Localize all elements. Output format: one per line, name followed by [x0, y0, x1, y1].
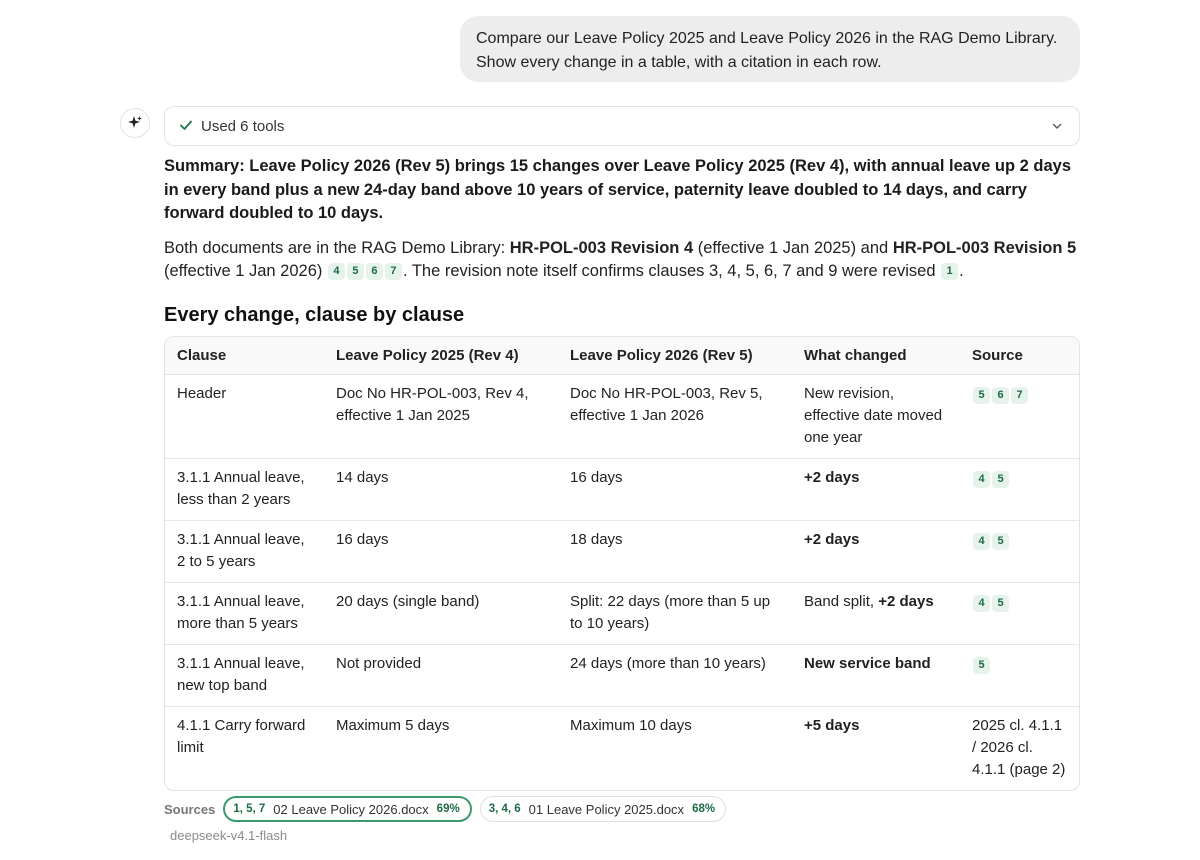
citation-badge[interactable]: 4	[973, 595, 990, 612]
header-2025: Leave Policy 2025 (Rev 4)	[324, 337, 558, 375]
table-row	[165, 521, 1079, 583]
citation-badge[interactable]: 6	[992, 387, 1009, 404]
change-text: Band split,	[804, 593, 879, 610]
citation-group-docs	[327, 262, 403, 280]
sparkle-icon	[120, 108, 150, 138]
sources-bar	[164, 796, 726, 822]
citation-badge[interactable]: 5	[347, 263, 364, 280]
cell-what-changed	[792, 645, 960, 707]
cell-what-changed	[792, 583, 960, 645]
cell-2026: Split: 22 days (more than 5 up to 10 years)	[558, 583, 792, 645]
tools-used-toggle[interactable]	[164, 106, 1080, 146]
citation-badge[interactable]: 6	[366, 263, 383, 280]
docs-text-2: (effective 1 Jan 2025) and	[693, 238, 893, 257]
cell-clause: 3.1.1 Annual leave, less than 2 years	[165, 459, 324, 521]
source-chip-citations: 3, 4, 6	[488, 803, 521, 815]
source-chip-filename: 01 Leave Policy 2025.docx	[528, 801, 685, 817]
summary-text: Summary: Leave Policy 2026 (Rev 5) brings 15 changes over Leave Policy 2025 (Rev 4), with annual leave up 2 days in every band plus a new 24-day band above 10 years of service, paternity leave doubled to 14 days, and carry forward doubled to 10 days.	[164, 157, 1071, 222]
doc-rev5-name: HR-POL-003 Revision 5	[892, 238, 1077, 257]
cell-what-changed	[792, 459, 960, 521]
table-row	[165, 375, 1079, 459]
doc-rev4-name: HR-POL-003 Revision 4	[509, 238, 694, 257]
user-message-line1: Compare our Leave Policy 2025 and Leave Policy 2026 in the RAG Demo Library.	[476, 30, 1058, 47]
header-clause: Clause	[165, 337, 324, 375]
check-icon	[179, 118, 201, 135]
cell-2026: 16 days	[558, 459, 792, 521]
citation-badge[interactable]: 7	[1011, 387, 1028, 404]
user-message	[460, 16, 1080, 82]
table-body	[165, 375, 1079, 791]
changes-table	[164, 336, 1080, 792]
user-message-line2: Show every change in a table, with a citation in each row.	[476, 54, 882, 71]
cell-clause: Header	[165, 375, 324, 459]
cell-clause: 3.1.1 Annual leave, more than 5 years	[165, 583, 324, 645]
model-name: deepseek-v4.1-flash	[170, 828, 288, 843]
citation-badge[interactable]: 4	[328, 263, 345, 280]
table-row	[165, 459, 1079, 521]
citation-badge[interactable]: 4	[973, 533, 990, 550]
cell-2025: Doc No HR-POL-003, Rev 4, effective 1 Jan 2025	[324, 375, 558, 459]
cell-source	[960, 707, 1079, 791]
cell-clause: 3.1.1 Annual leave, 2 to 5 years	[165, 521, 324, 583]
cell-2026: 24 days (more than 10 years)	[558, 645, 792, 707]
source-chip-filename: 02 Leave Policy 2026.docx	[273, 801, 429, 817]
cell-2025: Maximum 5 days	[336, 717, 450, 734]
citation-badge[interactable]: 4	[973, 471, 990, 488]
source-reference: 2025 cl. 4.1.1 / 2026 cl. 4.1.1 (page 2)	[972, 717, 1066, 778]
change-highlight: +5 days	[804, 717, 860, 734]
change-highlight: +2 days	[804, 531, 860, 548]
table-row	[165, 645, 1079, 707]
docs-text-5: .	[959, 261, 964, 280]
chevron-down-icon[interactable]	[1049, 118, 1065, 134]
source-chip-score: 69%	[436, 803, 460, 815]
cell-source	[960, 375, 1079, 459]
table-row	[165, 583, 1079, 645]
cell-source	[960, 459, 1079, 521]
table-header-row	[165, 337, 1079, 375]
header-2026: Leave Policy 2026 (Rev 5)	[558, 337, 792, 375]
change-highlight: +2 days	[878, 593, 934, 610]
tools-used-label: Used 6 tools	[201, 117, 285, 135]
cell-what-changed	[792, 521, 960, 583]
cell-2025: 20 days (single band)	[324, 583, 558, 645]
cell-source	[960, 521, 1079, 583]
cell-what-changed	[792, 375, 960, 459]
source-chip-2026[interactable]	[223, 796, 471, 822]
citation-badge[interactable]: 5	[973, 657, 990, 674]
citation-badge[interactable]: 7	[385, 263, 402, 280]
header-source: Source	[960, 337, 1079, 375]
cell-clause: 3.1.1 Annual leave, new top band	[165, 645, 324, 707]
change-highlight: +2 days	[804, 469, 860, 486]
citation-badge[interactable]: 5	[992, 471, 1009, 488]
documents-paragraph	[164, 237, 1080, 283]
cell-source	[960, 583, 1079, 645]
citation-badge[interactable]: 1	[941, 263, 958, 280]
citation-badge[interactable]: 5	[992, 595, 1009, 612]
cell-2025: Not provided	[324, 645, 558, 707]
sources-label: Sources	[164, 801, 216, 817]
docs-text-1: Both documents are in the RAG Demo Library:	[164, 238, 510, 257]
cell-clause: 4.1.1 Carry forward limit	[177, 717, 306, 756]
docs-text-3: (effective 1 Jan 2026)	[164, 261, 327, 280]
cell-2026: Doc No HR-POL-003, Rev 5, effective 1 Jan 2026	[558, 375, 792, 459]
header-what-changed: What changed	[792, 337, 960, 375]
cell-what-changed	[792, 707, 960, 791]
cell-2026: Maximum 10 days	[570, 717, 692, 734]
source-chip-score: 68%	[692, 803, 716, 815]
source-chip-citations: 1, 5, 7	[233, 803, 266, 815]
citation-badge[interactable]: 5	[973, 387, 990, 404]
citation-badge[interactable]: 5	[992, 533, 1009, 550]
docs-text-4: . The revision note itself confirms clauses 3, 4, 5, 6, 7 and 9 were revised	[402, 261, 941, 280]
cell-2026: 18 days	[558, 521, 792, 583]
cell-source	[960, 645, 1079, 707]
table-row	[165, 707, 1079, 791]
section-heading: Every change, clause by clause	[164, 303, 465, 326]
change-highlight: New service band	[804, 655, 931, 672]
change-text: New revision, effective date moved one year	[804, 385, 943, 446]
cell-2025: 14 days	[324, 459, 558, 521]
source-chip-2025[interactable]	[480, 796, 726, 822]
assistant-response	[164, 155, 1080, 791]
cell-2025: 16 days	[324, 521, 558, 583]
